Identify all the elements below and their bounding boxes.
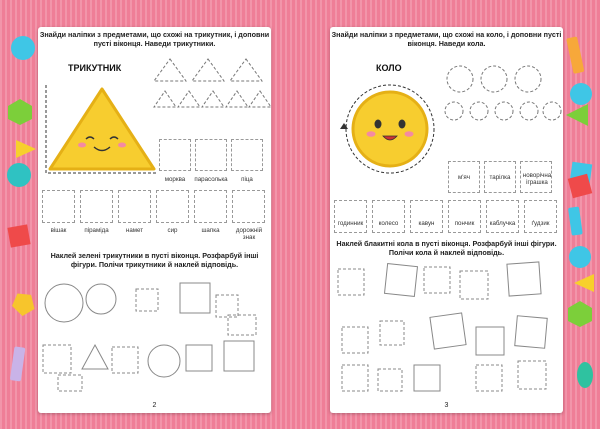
label-clock: годинник	[337, 220, 364, 227]
decor-yellow-triangle-icon	[14, 138, 38, 160]
sticker-slot[interactable]	[448, 200, 481, 233]
decor-cyan-circle-icon	[10, 35, 36, 61]
decor-green-oval-icon	[574, 360, 596, 390]
sticker-slot[interactable]	[195, 139, 227, 171]
decor-yellow-triangle-icon	[572, 272, 596, 294]
label-button: ґудзик	[531, 220, 550, 227]
coloring-shapes	[330, 261, 563, 395]
label-ring: каблучка	[489, 220, 516, 227]
shape-title-triangle: ТРИКУТНИК	[68, 63, 122, 73]
triangle-instruction: Знайди наліпки з предметами, що схожі на трикутник, і доповни пусті віконця. Наведи трикутники.	[39, 30, 270, 48]
label-carrot: морква	[164, 176, 186, 183]
page-number-right: 3	[444, 402, 449, 409]
label-pizza: піца	[241, 176, 253, 183]
label-donut: пончик	[454, 220, 475, 227]
circle-instruction: Знайди наліпки з предметами, що схожі на коло, і доповни пусті віконця. Наведи кола.	[331, 30, 562, 48]
sticker-slot[interactable]	[156, 190, 189, 223]
circle-instruction-2: Наклей блакитні кола в пусті віконця. Розфарбуй інші фігури. Полічи кола й наклей відповідь.	[336, 239, 557, 257]
sticker-slot[interactable]	[231, 139, 263, 171]
sticker-slot[interactable]	[159, 139, 191, 171]
sticker-slot[interactable]	[80, 190, 113, 223]
label-cheese: сир	[167, 227, 178, 234]
triangle-instruction-2: Наклей зелені трикутники в пусті віконця. Розфарбуй інші фігури. Полічи трикутники й наклей відповідь.	[50, 251, 259, 269]
decor-green-hexagon-icon	[6, 98, 34, 126]
decor-teal-circle-icon	[6, 162, 32, 188]
sticker-slot[interactable]	[194, 190, 227, 223]
page-number-left: 2	[152, 402, 157, 409]
shape-title-circle: КОЛО	[376, 63, 402, 73]
decor-lilac-rectangle-icon	[8, 345, 28, 385]
label-watermelon: кавун	[418, 220, 435, 227]
triangle-mascot	[42, 75, 162, 175]
trace-circles	[442, 63, 560, 129]
label-tent: намет	[125, 227, 144, 234]
label-plate: тарілка	[489, 174, 511, 181]
left-page	[38, 27, 271, 413]
sticker-slot[interactable]	[372, 200, 405, 233]
label-pyramid: піраміда	[84, 227, 109, 234]
decor-cyan-circle-icon	[568, 245, 592, 269]
sticker-slot[interactable]	[334, 200, 367, 233]
decor-green-triangle-icon	[564, 102, 590, 128]
label-umbrella: парасолька	[194, 176, 228, 183]
sticker-slot[interactable]	[232, 190, 265, 223]
sticker-slot[interactable]	[524, 200, 557, 233]
label-hanger: вішак	[50, 227, 67, 234]
coloring-shapes	[38, 275, 271, 395]
label-wheel: колесо	[378, 220, 399, 227]
decor-yellow-pentagon-icon	[10, 290, 36, 316]
sticker-slot[interactable]	[118, 190, 151, 223]
label-hat: шапка	[201, 227, 220, 234]
right-page	[330, 27, 563, 413]
decor-cyan-rectangle-icon	[566, 205, 586, 239]
label-road-sign: дорожній знак	[235, 227, 263, 241]
trace-triangles	[152, 55, 268, 123]
sticker-slot[interactable]	[42, 190, 75, 223]
decor-green-hexagon-icon	[566, 300, 594, 328]
circle-mascot	[338, 77, 448, 177]
decor-red-square-icon	[566, 172, 594, 200]
decor-orange-rectangle-icon	[566, 35, 586, 77]
decor-red-square-icon	[6, 223, 32, 249]
sticker-slot[interactable]	[410, 200, 443, 233]
label-ball: м'яч	[457, 174, 470, 181]
sticker-slot[interactable]	[486, 200, 519, 233]
label-christmas-ornament: новорічна іграшка	[522, 172, 552, 186]
